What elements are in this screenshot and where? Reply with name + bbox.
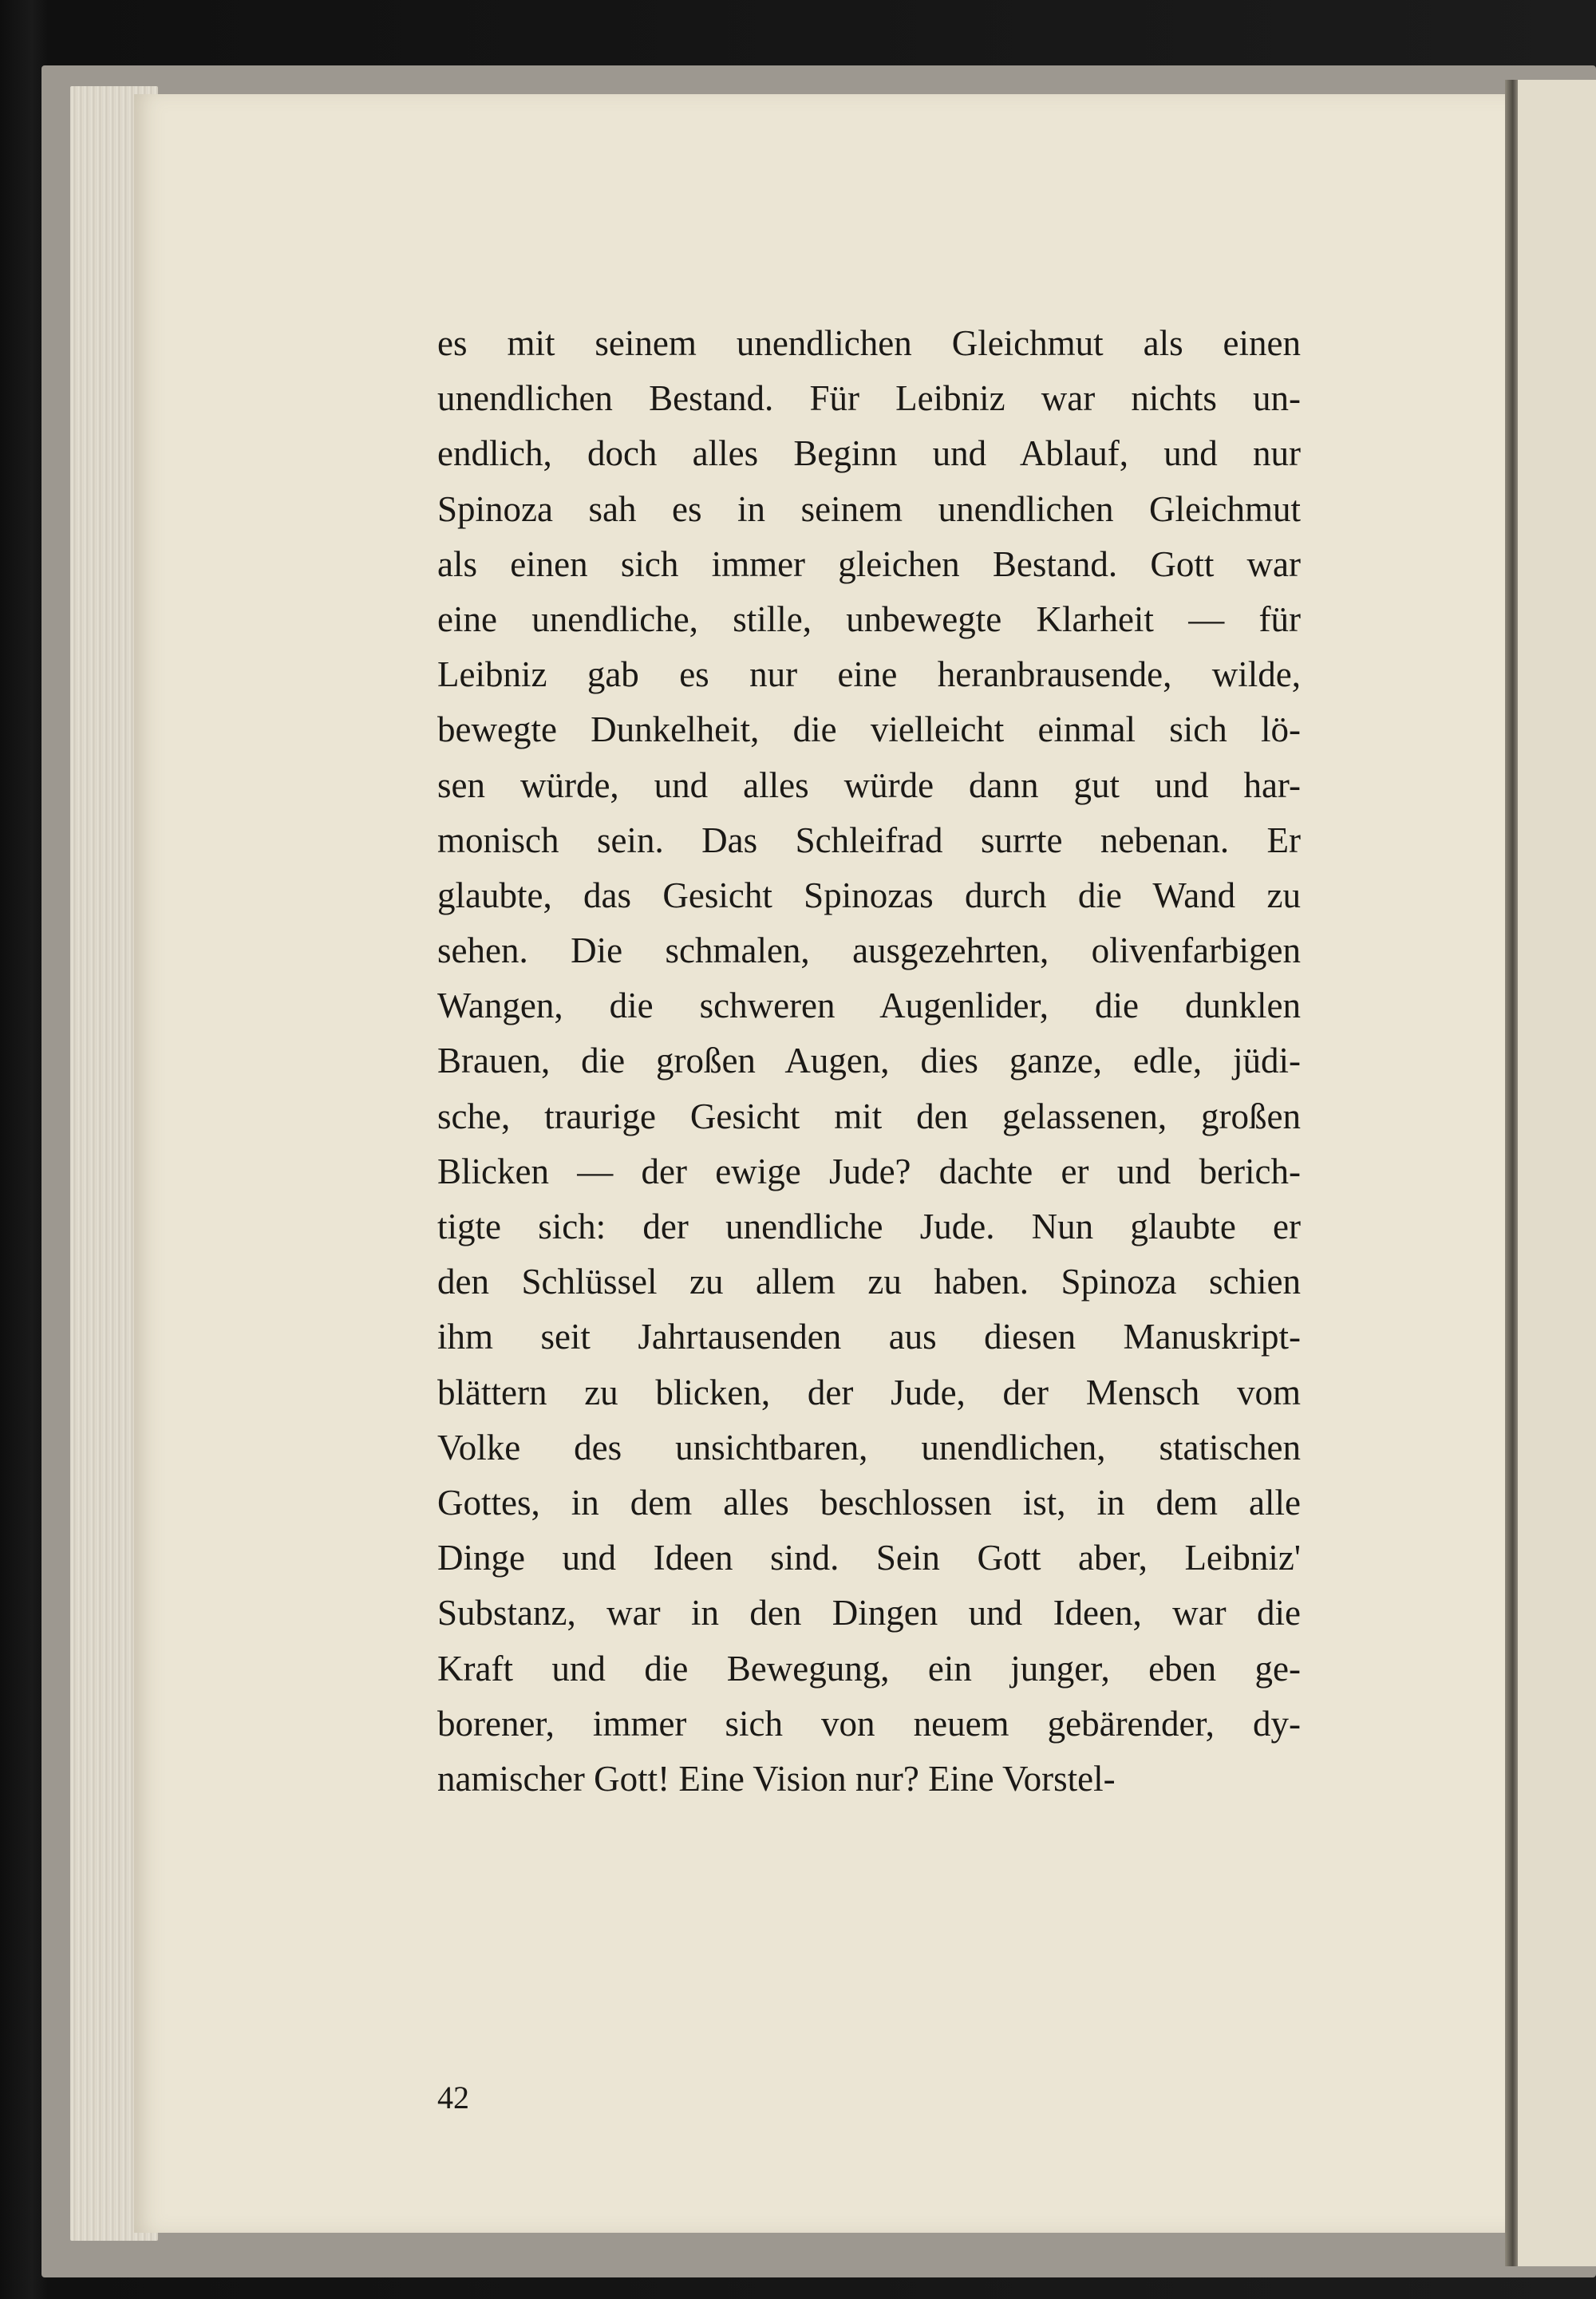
text-line: Wangen, die schweren Augenlider, die dunklen (437, 986, 1301, 1026)
text-line: Dinge und Ideen sind. Sein Gott aber, Leibniz' (437, 1538, 1301, 1578)
text-line: Blicken — der ewige Jude? dachte er und berich- (437, 1151, 1301, 1191)
text-line: Gottes, in dem alles beschlossen ist, in dem alle (437, 1482, 1301, 1523)
text-line: es mit seinem unendlichen Gleichmut als einen (437, 323, 1301, 363)
text-line: Spinoza sah es in seinem unendlichen Gleichmut (437, 488, 1301, 529)
text-line: borener, immer sich von neuem gebärender, dy- (437, 1703, 1301, 1744)
text-line: sche, traurige Gesicht mit den gelassenen, großen (437, 1096, 1301, 1136)
text-line: Volke des unsichtbaren, unendlichen, statischen (437, 1427, 1301, 1467)
text-line: endlich, doch alles Beginn und Ablauf, und nur (437, 433, 1301, 474)
text-line: tigte sich: der unendliche Jude. Nun glaubte er (437, 1207, 1301, 1246)
book-gutter (1505, 80, 1518, 2266)
text-line: monisch sein. Das Schleifrad surrte nebenan. Er (437, 820, 1301, 860)
text-line: eine unendliche, stille, unbewegte Klarheit — für (437, 598, 1301, 639)
text-line: unendlichen Bestand. Für Leibniz war nichts un- (437, 378, 1301, 419)
text-line: sen würde, und alles würde dann gut und har- (437, 764, 1301, 805)
text-line: sehen. Die schmalen, ausgezehrten, olivenfarbigen (437, 930, 1301, 971)
text-line: Kraft und die Bewegung, ein junger, eben ge- (437, 1648, 1301, 1689)
text-line: Substanz, war in den Dingen und Ideen, war die (437, 1593, 1301, 1633)
facing-page (1518, 80, 1596, 2266)
text-line: namischer Gott! Eine Vision nur? Eine Vorstel- (437, 1758, 1116, 1799)
text-line: Brauen, die großen Augen, dies ganze, edle, jüdi- (437, 1041, 1301, 1081)
text-line: Leibniz gab es nur eine heranbrausende, wilde, (437, 654, 1301, 695)
text-line: glaubte, das Gesicht Spinozas durch die Wand zu (437, 875, 1301, 915)
page-number: 42 (437, 2080, 469, 2115)
body-text (437, 316, 1301, 1807)
text-line: als einen sich immer gleichen Bestand. Gott war (437, 543, 1301, 584)
text-line: ihm seit Jahrtausenden aus diesen Manuskript- (437, 1317, 1301, 1357)
text-line: bewegte Dunkelheit, die vielleicht einmal sich lö- (437, 709, 1301, 750)
text-line: den Schlüssel zu allem zu haben. Spinoza schien (437, 1262, 1301, 1302)
text-line: blättern zu blicken, der Jude, der Mensch vom (437, 1372, 1301, 1412)
